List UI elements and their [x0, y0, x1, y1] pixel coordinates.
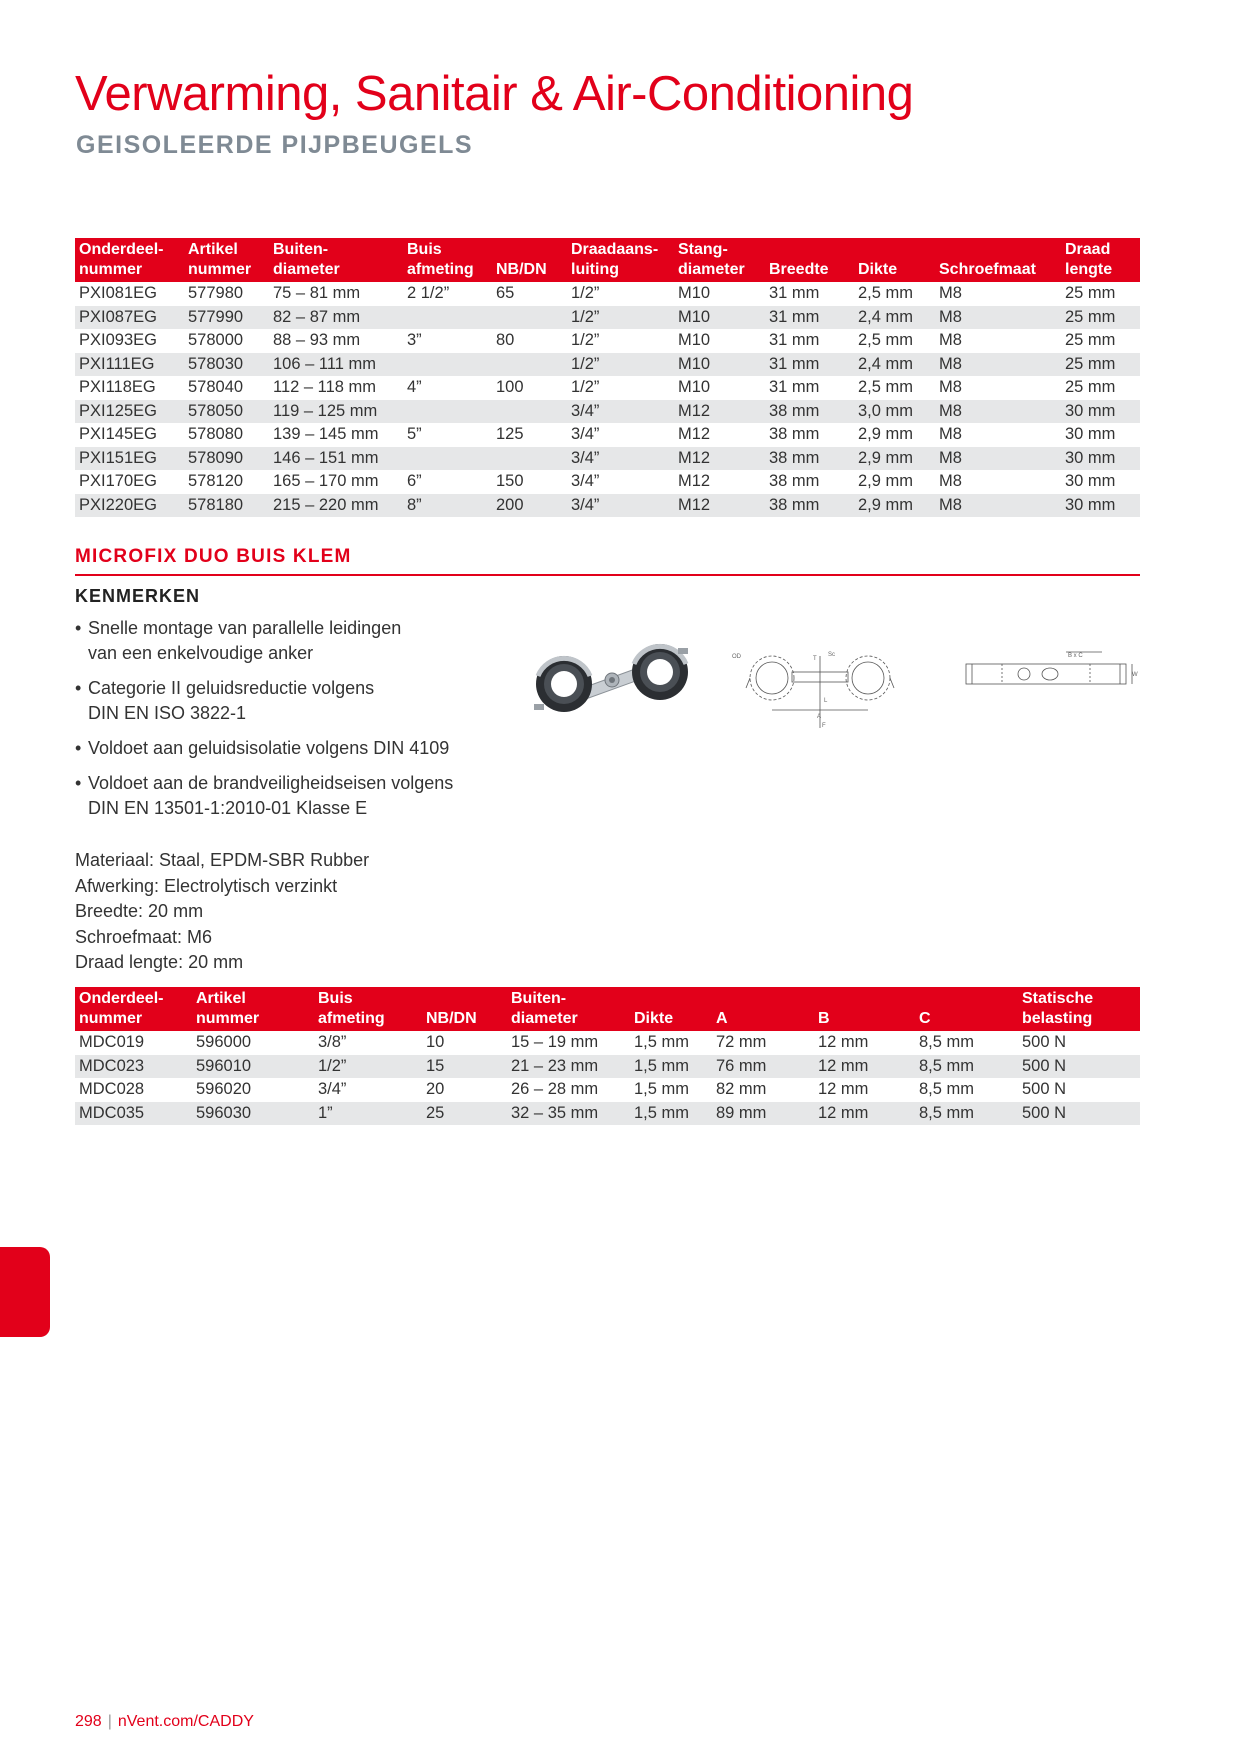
table-cell: M12 [678, 472, 711, 490]
table-cell: 3/4” [571, 472, 600, 490]
table-cell: 2,9 mm [858, 472, 914, 490]
table-cell: 578040 [188, 378, 244, 396]
column-header-line: Stang- [678, 241, 728, 258]
table-cell: MDC023 [75, 1055, 192, 1079]
table-cell: 2 1/2” [407, 284, 450, 302]
column-header-line: Schroefmaat [939, 261, 1036, 278]
features-heading: KENMERKEN [75, 586, 201, 606]
spec-finish: Afwerking: Electrolytisch verzinkt [75, 875, 338, 896]
material-specs [75, 848, 369, 976]
table-cell: PXI093EG [79, 331, 157, 349]
section-divider [75, 574, 1140, 576]
table-cell: 1/2” [571, 378, 600, 396]
column-header-line: A [716, 1010, 728, 1027]
table-cell: 112 – 118 mm [273, 378, 377, 396]
table-cell: 76 mm [712, 1055, 814, 1079]
table-cell: 31 mm [769, 284, 820, 302]
table-cell: 8” [403, 494, 492, 518]
table-cell: MDC035 [75, 1102, 192, 1126]
table-cell: PXI087EG [75, 306, 184, 330]
table-cell [403, 306, 492, 330]
table-cell: M8 [939, 378, 962, 396]
feature-item [75, 771, 495, 821]
table-cell: 3/4” [318, 1080, 347, 1098]
table-cell: 25 mm [1061, 353, 1140, 377]
table-cell: 8,5 mm [915, 1055, 1018, 1079]
column-header-line [858, 240, 931, 260]
label-sc: Sc [828, 652, 836, 658]
table-cell: 38 mm [765, 447, 854, 471]
table-cell: 12 mm [814, 1102, 915, 1126]
table-cell: 12 mm [818, 1033, 869, 1051]
table-cell: 25 [422, 1102, 507, 1126]
label-od: OD [732, 654, 741, 660]
feature-line: DIN EN ISO 3822-1 [88, 703, 247, 723]
table-cell: 5” [407, 425, 422, 443]
column-header [314, 987, 422, 1031]
column-header-line: nummer [188, 261, 252, 278]
column-header [854, 238, 935, 282]
spec-width: Breedte: 20 mm [75, 901, 204, 921]
table-row [75, 306, 1140, 330]
spec-material: Materiaal: Staal, EPDM-SBR Rubber [75, 850, 370, 870]
column-header-line: Buiten- [273, 241, 329, 258]
table-cell: 25 mm [1065, 378, 1116, 396]
table-cell: 80 [496, 331, 515, 349]
table-cell: 25 mm [1061, 306, 1140, 330]
table-cell: 8,5 mm [919, 1033, 975, 1051]
table-cell: M8 [935, 447, 1061, 471]
column-header [1018, 987, 1140, 1031]
column-header-line: Dikte [858, 261, 898, 278]
table-cell: PXI118EG [79, 378, 156, 396]
column-header [814, 987, 915, 1031]
page-footer [75, 1713, 254, 1731]
page-number: 298 [75, 1713, 102, 1730]
table-cell [492, 353, 567, 377]
table-cell: 100 [496, 378, 524, 396]
table-cell: 596000 [196, 1033, 252, 1051]
table-cell: 150 [496, 472, 524, 490]
table-cell: 596010 [192, 1055, 314, 1079]
table-cell: M12 [674, 400, 765, 424]
column-header [75, 238, 184, 282]
column-header [192, 987, 314, 1031]
table-cell [492, 447, 567, 471]
table-cell: 8,5 mm [915, 1102, 1018, 1126]
table-cell: PXI125EG [75, 400, 184, 424]
table-cell: 596020 [196, 1080, 252, 1098]
column-header-line: B [818, 1010, 830, 1027]
table-cell: 38 mm [765, 400, 854, 424]
table-cell: 1/2” [567, 353, 674, 377]
spec-screw-size: Schroefmaat: M6 [75, 926, 213, 947]
table-cell: 88 – 93 mm [273, 331, 361, 349]
column-header-line: Buis [407, 241, 442, 258]
table-cell: M8 [935, 400, 1061, 424]
column-header-line [496, 240, 563, 260]
table-cell: 125 [496, 425, 524, 443]
table-cell: M8 [939, 425, 962, 443]
feature-item [75, 616, 495, 666]
feature-line: • Categorie II geluidsreductie volgens [88, 678, 375, 698]
table-cell: 500 N [1022, 1080, 1067, 1098]
table-cell: 31 mm [765, 353, 854, 377]
table-cell: 1/2” [571, 331, 600, 349]
feature-line: • Voldoet aan geluidsisolatie volgens DIN 4109 [88, 738, 450, 758]
table-cell: PXI151EG [75, 447, 184, 471]
table-cell [492, 306, 567, 330]
column-header [915, 987, 1018, 1031]
table-cell: M10 [678, 378, 711, 396]
table-cell: 75 – 81 mm [273, 284, 361, 302]
table-cell: 89 mm [712, 1102, 814, 1126]
table-cell: 1/2” [567, 306, 674, 330]
table-row [75, 1055, 1140, 1079]
table-row [75, 423, 1140, 447]
table-cell: M8 [935, 306, 1061, 330]
table-cell: 4” [407, 378, 422, 396]
table-cell: 25 mm [1065, 284, 1116, 302]
column-header-line: Dikte [634, 1010, 674, 1027]
table-cell: 65 [496, 284, 515, 302]
column-header-line: Artikel [188, 241, 238, 258]
column-header-line: lengte [1065, 261, 1113, 278]
table-cell: 6” [407, 472, 422, 490]
table-cell [403, 447, 492, 471]
column-header [75, 987, 192, 1031]
section-tab-marker [0, 1247, 50, 1337]
feature-line: • Snelle montage van parallelle leidingen [88, 618, 402, 638]
column-header [935, 238, 1061, 282]
table-cell: 30 mm [1061, 494, 1140, 518]
table-cell: 3,0 mm [854, 400, 935, 424]
table-cell: M10 [678, 331, 711, 349]
column-header-line: afmeting [407, 261, 474, 278]
column-header-line [818, 989, 911, 1009]
table-cell: 30 mm [1061, 400, 1140, 424]
column-header-line: nummer [79, 261, 143, 278]
table-cell: 12 mm [818, 1080, 869, 1098]
feature-item [75, 676, 495, 726]
table-cell: 577980 [188, 284, 244, 302]
table-cell: 1,5 mm [630, 1102, 712, 1126]
table-cell: 578030 [184, 353, 269, 377]
table-cell: 30 mm [1061, 447, 1140, 471]
column-header-line: afmeting [318, 1010, 385, 1027]
table-cell: 15 [422, 1055, 507, 1079]
column-header-line: NB/DN [426, 1010, 477, 1027]
feature-list [75, 616, 495, 831]
column-header-line: Statische [1022, 990, 1094, 1007]
table-cell: 1,5 mm [634, 1080, 690, 1098]
column-header-line [634, 989, 708, 1009]
column-header-line [716, 989, 810, 1009]
column-header-line: belasting [1022, 1010, 1093, 1027]
table-cell: 1,5 mm [634, 1033, 690, 1051]
table-cell: 1,5 mm [630, 1055, 712, 1079]
table-cell: 106 – 111 mm [269, 353, 403, 377]
table-cell: 10 [426, 1033, 445, 1051]
table-cell: 72 mm [716, 1033, 767, 1051]
column-header [422, 987, 507, 1031]
table-row [75, 1031, 1140, 1055]
table-cell: 82 mm [716, 1080, 767, 1098]
table-cell: PXI111EG [75, 353, 184, 377]
product-photo [528, 638, 696, 718]
table-cell: M12 [674, 447, 765, 471]
column-header [674, 238, 765, 282]
footer-separator: | [107, 1713, 112, 1730]
table-cell: MDC019 [79, 1033, 145, 1051]
table-cell: M10 [674, 306, 765, 330]
table-cell: 30 mm [1065, 425, 1116, 443]
table-cell: 146 – 151 mm [269, 447, 403, 471]
column-header-line: diameter [678, 261, 745, 278]
label-l: L [824, 698, 828, 704]
label-w: W [1132, 672, 1138, 678]
feature-line: van een enkelvoudige anker [88, 643, 314, 663]
table-row [75, 353, 1140, 377]
table-cell: 139 – 145 mm [273, 425, 379, 443]
table-cell: 32 – 35 mm [507, 1102, 630, 1126]
table-cell: M8 [939, 472, 962, 490]
table-cell: 200 [492, 494, 567, 518]
table-cell: 1” [314, 1102, 422, 1126]
table-header-row [75, 987, 1140, 1031]
table-cell: 2,5 mm [858, 284, 914, 302]
table-cell: 578120 [188, 472, 244, 490]
column-header [269, 238, 403, 282]
table-cell: 3/4” [567, 447, 674, 471]
column-header [184, 238, 269, 282]
column-header-line [769, 240, 850, 260]
table-cell: 596030 [192, 1102, 314, 1126]
table-cell: 3/8” [318, 1033, 347, 1051]
table-cell: 1/2” [314, 1055, 422, 1079]
table-cell: PXI081EG [79, 284, 157, 302]
column-header [1061, 238, 1140, 282]
column-header [630, 987, 712, 1031]
footer-url[interactable]: nVent.com/CADDY [117, 1713, 254, 1730]
table-cell: 2,4 mm [854, 353, 935, 377]
table-cell: M10 [674, 353, 765, 377]
table-cell: 38 mm [769, 425, 820, 443]
column-header-line: Breedte [769, 261, 829, 278]
table-cell [403, 400, 492, 424]
table-cell: 2,5 mm [858, 331, 914, 349]
column-header-line: C [919, 1010, 931, 1027]
table-cell: M10 [678, 284, 711, 302]
column-header [765, 238, 854, 282]
page-subtitle: GEISOLEERDE PIJPBEUGELS [76, 131, 474, 159]
table-cell: 25 mm [1065, 331, 1116, 349]
column-header-line: NB/DN [496, 261, 547, 278]
table-cell: 2,9 mm [858, 425, 914, 443]
table-cell: 3/4” [567, 400, 674, 424]
table-cell: 578050 [184, 400, 269, 424]
table-row [75, 470, 1140, 494]
table-cell: 500 N [1018, 1055, 1140, 1079]
table-cell: PXI170EG [79, 472, 157, 490]
table-cell: 20 [426, 1080, 445, 1098]
section-heading: MICROFIX DUO BUIS KLEM [75, 546, 352, 567]
label-a: A [817, 714, 822, 720]
column-header-line: Buis [318, 990, 353, 1007]
table-cell: 119 – 125 mm [269, 400, 403, 424]
table-row [75, 376, 1140, 400]
table-cell: 38 mm [765, 494, 854, 518]
table-cell: 31 mm [769, 331, 820, 349]
table-cell: 15 – 19 mm [511, 1033, 599, 1051]
table-row [75, 1102, 1140, 1126]
table-cell: 500 N [1018, 1102, 1140, 1126]
table-cell: M12 [678, 425, 711, 443]
table-cell: 8,5 mm [919, 1080, 975, 1098]
column-header [712, 987, 814, 1031]
feature-line: • Voldoet aan de brandveiligheidseisen volgens [88, 773, 454, 793]
table-cell: 38 mm [769, 472, 820, 490]
table-cell: M12 [674, 494, 765, 518]
feature-item [75, 736, 495, 761]
spec-thread-length: Draad lengte: 20 mm [75, 952, 244, 972]
column-header-line [919, 989, 1014, 1009]
table-cell: 12 mm [814, 1055, 915, 1079]
table-cell: M8 [939, 331, 962, 349]
table-cell: 2,5 mm [858, 378, 914, 396]
table-cell: M8 [935, 494, 1061, 518]
table-cell: M8 [935, 353, 1061, 377]
table-cell: 3/4” [571, 425, 600, 443]
table-cell: 577990 [184, 306, 269, 330]
column-header-line: Draadaans- [571, 241, 659, 258]
column-header [492, 238, 567, 282]
table-cell: 31 mm [765, 306, 854, 330]
column-header-line [939, 240, 1057, 260]
table-cell: 578080 [188, 425, 244, 443]
table-cell: 578090 [184, 447, 269, 471]
table-cell: M8 [939, 284, 962, 302]
table-cell: 578000 [188, 331, 244, 349]
table-cell: 578180 [184, 494, 269, 518]
column-header [567, 238, 674, 282]
label-f: F [822, 723, 826, 729]
page-title: Verwarming, Sanitair & Air-Conditioning [75, 67, 914, 121]
label-bxc: B x C [1068, 653, 1083, 659]
table-cell: PXI220EG [75, 494, 184, 518]
column-header [403, 238, 492, 282]
table-cell [403, 353, 492, 377]
column-header-line: diameter [511, 1010, 578, 1027]
microfix-duo-spec-table [75, 987, 1140, 1125]
table-cell: 500 N [1022, 1033, 1067, 1051]
table-header-row [75, 238, 1140, 282]
column-header-line: Draad [1065, 241, 1111, 258]
column-header-line: Onderdeel- [79, 990, 164, 1007]
table-cell: 31 mm [769, 378, 820, 396]
technical-drawing-top [962, 648, 1138, 692]
table-row [75, 447, 1140, 471]
column-header-line: nummer [196, 1010, 260, 1027]
table-row [75, 400, 1140, 424]
column-header-line: Buiten- [511, 990, 567, 1007]
table-cell [492, 400, 567, 424]
pipe-clamp-spec-table [75, 238, 1140, 517]
table-cell: 82 – 87 mm [269, 306, 403, 330]
table-cell: MDC028 [79, 1080, 145, 1098]
column-header [507, 987, 630, 1031]
table-cell: 3” [407, 331, 422, 349]
table-cell: 3/4” [567, 494, 674, 518]
table-cell: 2,4 mm [854, 306, 935, 330]
table-row [75, 1078, 1140, 1102]
column-header-line: nummer [79, 1010, 143, 1027]
column-header-line: Artikel [196, 990, 246, 1007]
table-row [75, 329, 1140, 353]
column-header-line [426, 989, 503, 1009]
table-cell: 26 – 28 mm [511, 1080, 599, 1098]
column-header-line: diameter [273, 261, 340, 278]
table-cell: 30 mm [1065, 472, 1116, 490]
table-cell: 1/2” [571, 284, 600, 302]
table-cell: PXI145EG [79, 425, 157, 443]
table-cell: 165 – 170 mm [273, 472, 379, 490]
feature-line: DIN EN 13501-1:2010-01 Klasse E [88, 798, 368, 818]
table-cell: 2,9 mm [854, 494, 935, 518]
table-row [75, 494, 1140, 518]
column-header-line: Onderdeel- [79, 241, 164, 258]
label-t: T [813, 656, 817, 662]
technical-drawing-front [730, 648, 910, 730]
table-row [75, 282, 1140, 306]
table-cell: 21 – 23 mm [507, 1055, 630, 1079]
column-header-line: luiting [571, 261, 619, 278]
table-cell: 2,9 mm [854, 447, 935, 471]
table-cell: 215 – 220 mm [269, 494, 403, 518]
